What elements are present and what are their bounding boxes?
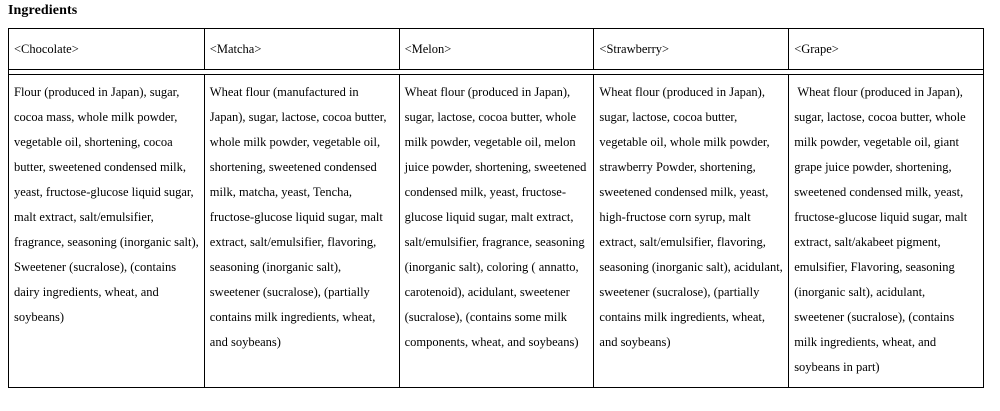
column-header-strawberry: <Strawberry> bbox=[593, 29, 788, 69]
table-header-row bbox=[9, 29, 983, 70]
page-title: Ingredients bbox=[8, 3, 78, 18]
table-body-row bbox=[9, 74, 983, 387]
ingredients-cell-chocolate: Flour (produced in Japan), sugar, cocoa mass, whole milk powder, vegetable oil, shortening, cocoa butter, sweetened condensed milk, yeast, fructose-glucose liquid sugar, malt extract, salt/emulsifier, fragrance, seasoning (inorganic salt), Sweetener (sucralose), (contains dairy ingredients, wheat, and soybeans) bbox=[14, 85, 202, 324]
column-header-grape: <Grape> bbox=[788, 29, 983, 69]
ingredients-cell-matcha: Wheat flour (manufactured in Japan), sugar, lactose, cocoa butter, whole milk powder, vegetable oil, shortening, sweetened condensed milk, matcha, yeast, Tencha, fructose-glucose liquid sugar, malt extract, salt/emulsifier, flavoring, seasoning (inorganic salt), sweetener (sucralose), (partially contains milk ingredients, wheat, and soybeans) bbox=[204, 75, 399, 387]
column-header-matcha: <Matcha> bbox=[204, 29, 399, 69]
ingredients-cell-grape: Wheat flour (produced in Japan), sugar, lactose, cocoa butter, whole milk powder, vegetable oil, giant grape juice powder, shortening, sweetened condensed milk, yeast, fructose-glucose liquid sugar, malt extract, salt/akabeet pigment, emulsifier, Flavoring, seasoning (inorganic salt), acidulant, sweetener (sucralose), (contains milk ingredients, wheat, and soybeans in part) bbox=[788, 75, 983, 387]
ingredients-cell-melon: Wheat flour (produced in Japan), sugar, lactose, cocoa butter, whole milk powder, vegetable oil, melon juice powder, shortening, sweetened condensed milk, yeast, fructose-glucose liquid sugar, malt extract, salt/emulsifier, fragrance, seasoning (inorganic salt), coloring ( annatto, carotenoid), acidulant, sweetener (sucralose), (contains some milk components, wheat, and soybeans) bbox=[399, 75, 594, 387]
ingredients-cell-strawberry: Wheat flour (produced in Japan), sugar, lactose, cocoa butter, vegetable oil, whole milk powder, strawberry Powder, shortening, sweetened condensed milk, yeast, high-fructose corn syrup, malt extract, salt/emulsifier, flavoring, seasoning (inorganic salt), acidulant, sweetener (sucralose), (partially contains milk ingredients, wheat, and soybeans) bbox=[593, 75, 788, 387]
ingredients-table bbox=[8, 28, 984, 388]
column-header-melon: <Melon> bbox=[399, 29, 594, 69]
column-header-chocolate: <Chocolate> bbox=[14, 41, 79, 56]
